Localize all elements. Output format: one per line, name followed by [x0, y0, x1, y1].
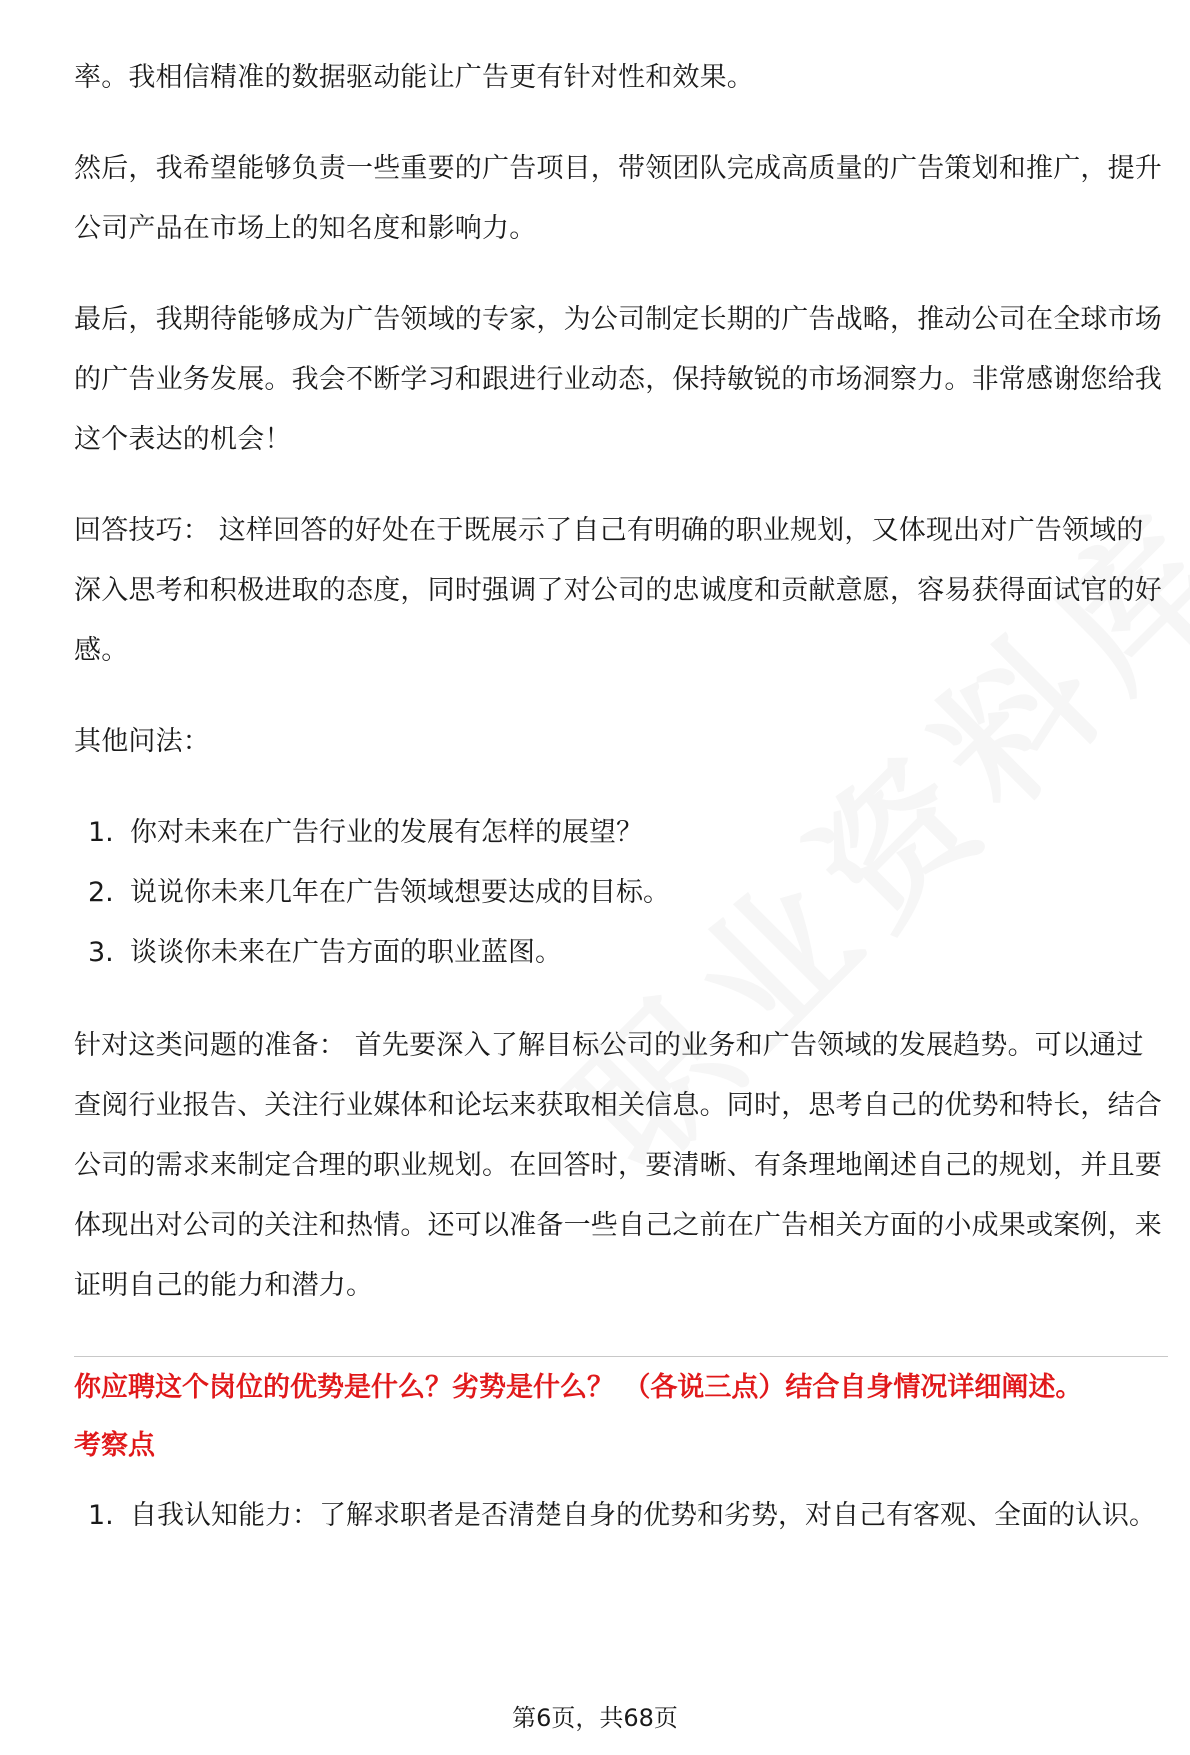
- list-item-number: 2.: [88, 877, 114, 908]
- assessment-points-heading: 考察点: [74, 1430, 155, 1461]
- paragraph-preparation: 针对这类问题的准备： 首先要深入了解目标公司的业务和广告领域的发展趋势。可以通过查阅行业报告、关注行业媒体和论坛来获取相关信息。同时，思考自己的优势和特长，结合公司的需求来制定合理的职业规划。在回答时，要清晰、有条理地阐述自己的规划，并且要体现出对公司的关注和热情。还可以准备一些自己之前在广告相关方面的小成果或案例，来证明自己的能力和潜力。: [74, 1030, 1162, 1301]
- list-item-text: 说说你未来几年在广告领域想要达成的目标。: [130, 877, 670, 908]
- paragraph-intro-end: 率。我相信精准的数据驱动能让广告更有针对性和效果。: [74, 62, 754, 93]
- section-divider: [74, 1356, 1168, 1357]
- assessment-points-list: [74, 1486, 1164, 1546]
- paragraph-finally: 最后，我期待能够成为广告领域的专家，为公司制定长期的广告战略，推动公司在全球市场的广告业务发展。我会不断学习和跟进行业动态，保持敏锐的市场洞察力。非常感谢您给我这个表达的机会！: [74, 304, 1162, 455]
- list-item: [74, 863, 1164, 923]
- page-footer: 第6页，共68页: [512, 1704, 678, 1732]
- list-item-text: 谈谈你未来在广告方面的职业蓝图。: [130, 937, 562, 968]
- paragraph-answer-tips: 回答技巧： 这样回答的好处在于既展示了自己有明确的职业规划，又体现出对广告领域的深入思考和积极进取的态度，同时强调了对公司的忠诚度和贡献意愿，容易获得面试官的好感。: [74, 515, 1162, 666]
- question-heading: 你应聘这个岗位的优势是什么？劣势是什么？ （各说三点）结合自身情况详细阐述。: [74, 1372, 1083, 1403]
- list-item-number: 1.: [88, 817, 114, 848]
- other-questions-list: [74, 803, 1164, 983]
- page-content: [74, 48, 1164, 1546]
- list-item-number: 1.: [88, 1500, 114, 1531]
- list-item-number: 3.: [88, 937, 114, 968]
- list-item: [74, 803, 1164, 863]
- list-item: [74, 923, 1164, 983]
- list-item-text: 你对未来在广告行业的发展有怎样的展望？: [130, 817, 643, 848]
- list-item: [74, 1486, 1164, 1546]
- list-item-text: 自我认知能力：了解求职者是否清楚自身的优势和劣势，对自己有客观、全面的认识。: [130, 1500, 1156, 1531]
- paragraph-other-questions-label: 其他问法：: [74, 726, 210, 757]
- paragraph-then: 然后，我希望能够负责一些重要的广告项目，带领团队完成高质量的广告策划和推广，提升公司产品在市场上的知名度和影响力。: [74, 153, 1162, 244]
